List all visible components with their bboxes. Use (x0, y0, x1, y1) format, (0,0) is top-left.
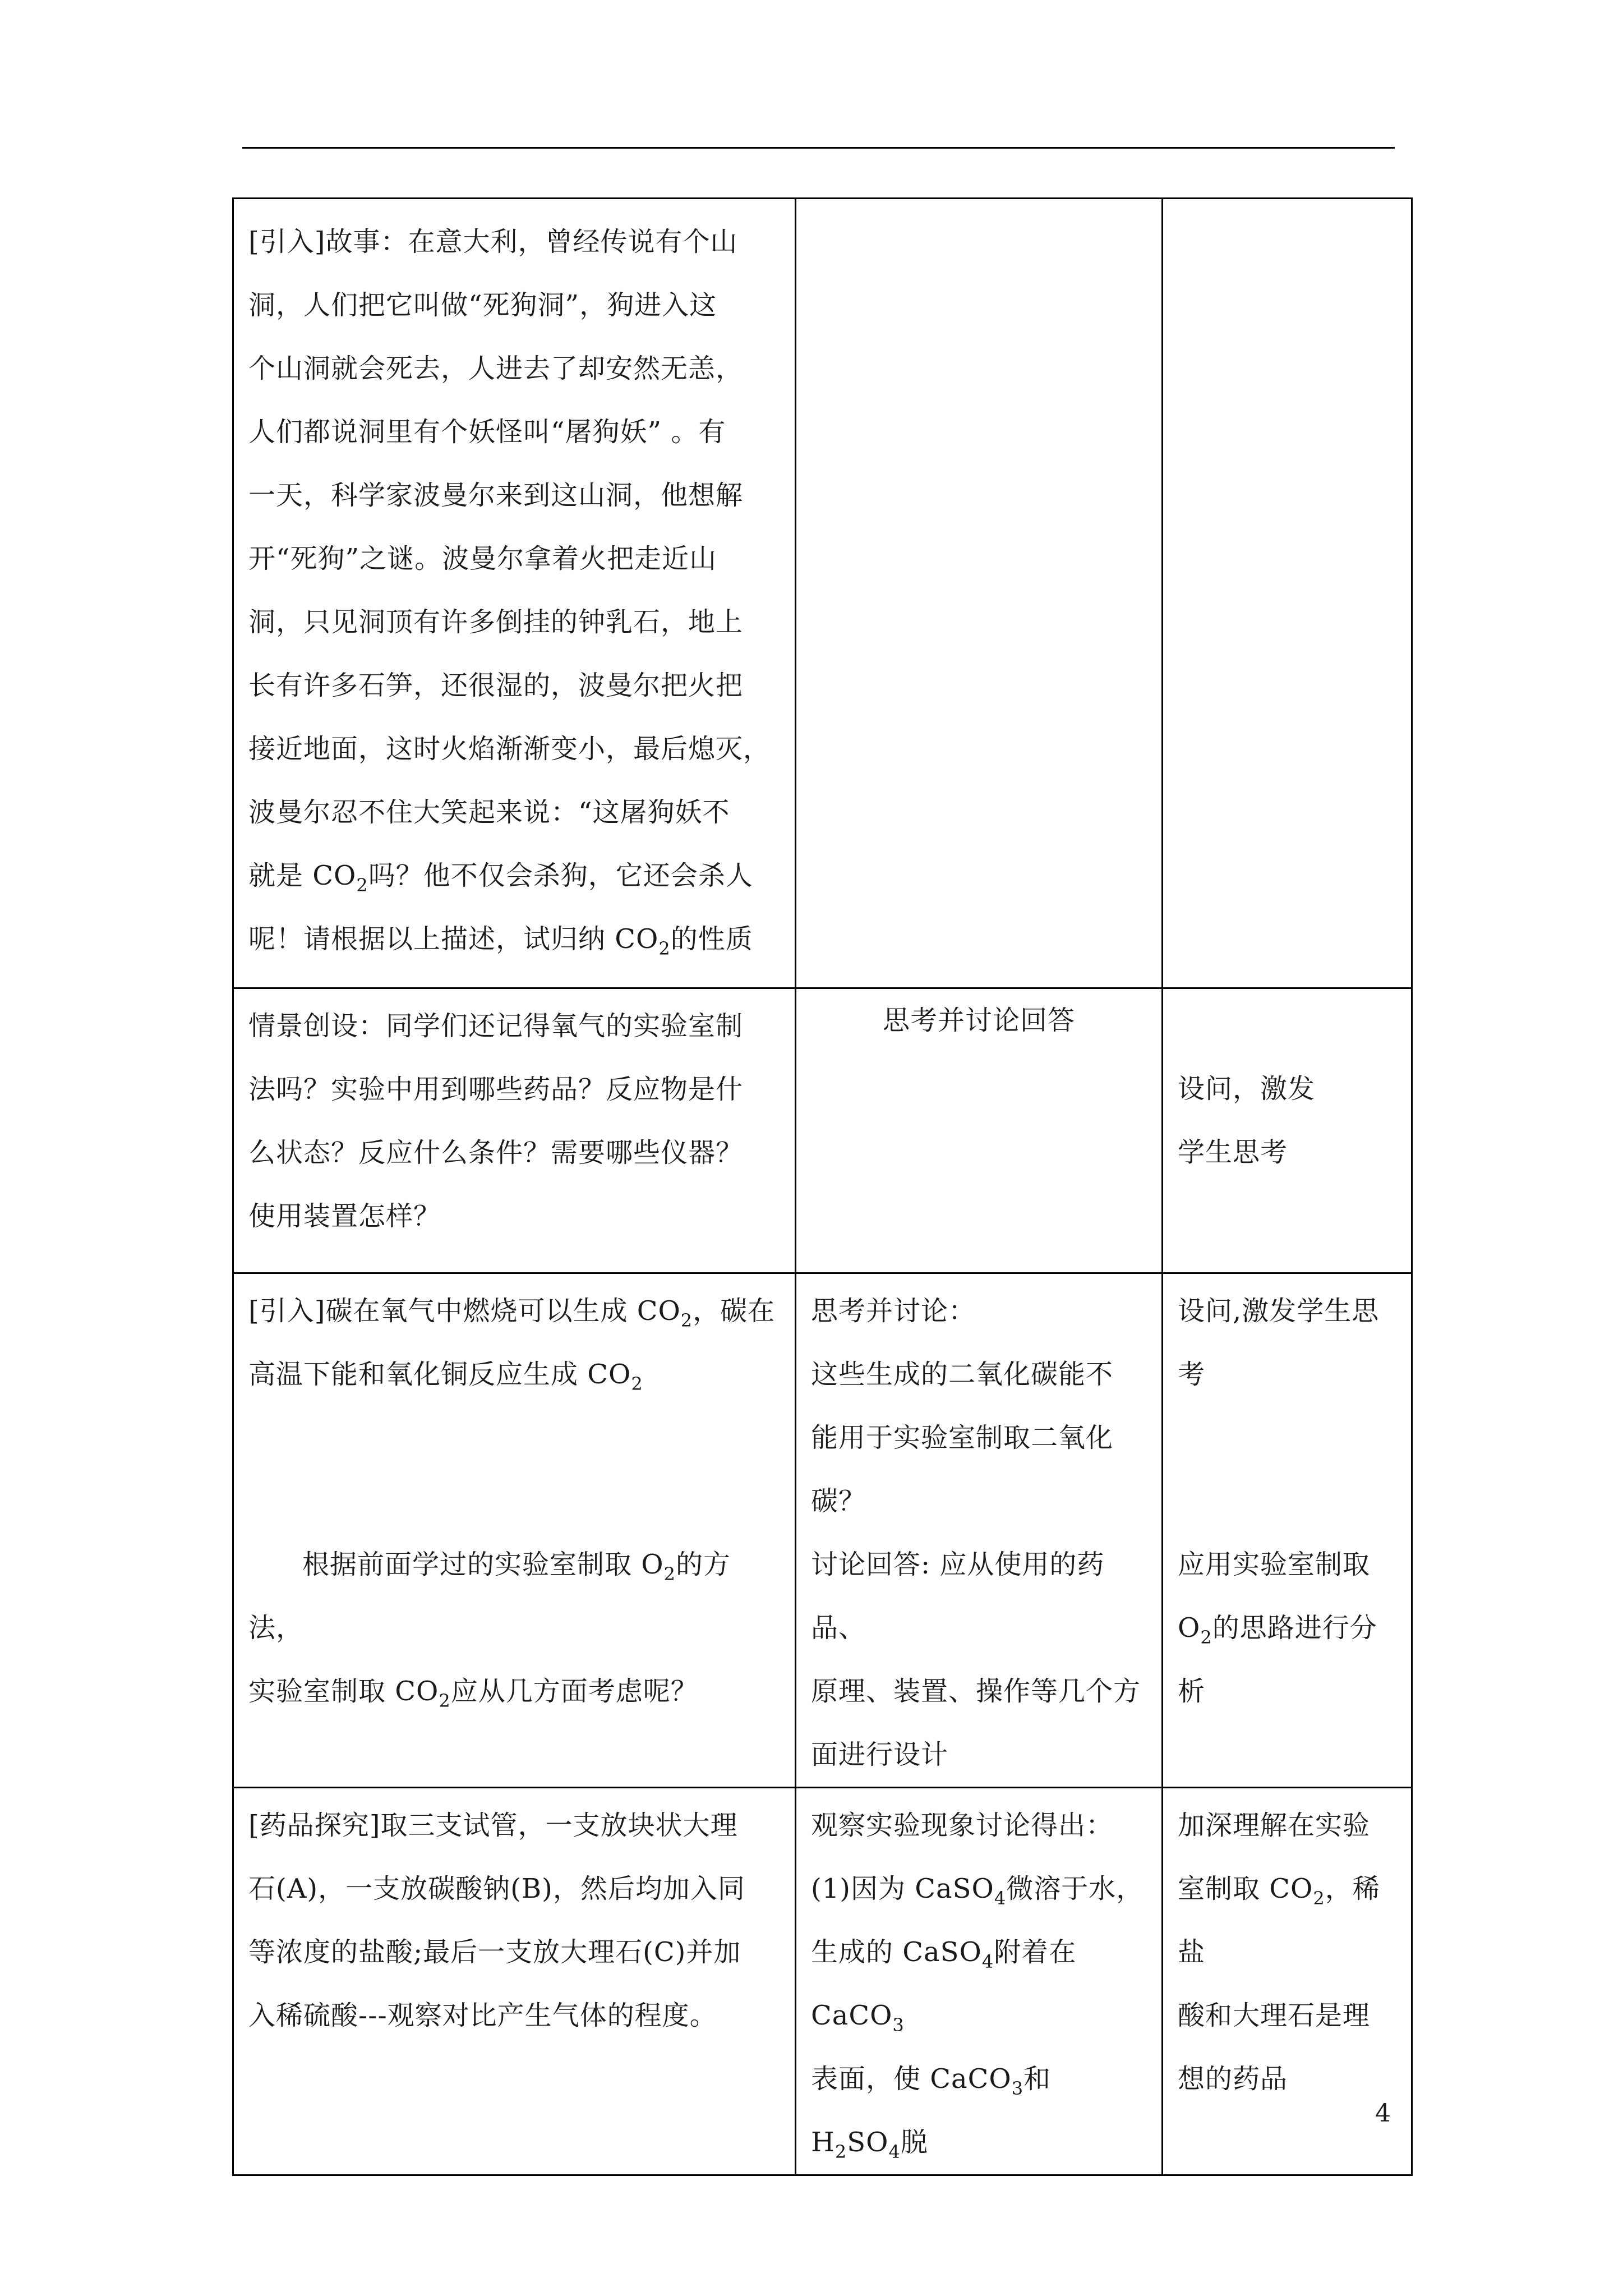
spacer (248, 1406, 780, 1533)
text-line: 情景创设：同学们还记得氧气的实验室制 (248, 1010, 744, 1042)
text-run: 生成的 CaSO (811, 1936, 982, 1968)
text-line: 想的药品 (1178, 2063, 1288, 2095)
subscript: 2 (631, 1373, 643, 1395)
text-line: 思考并讨论： (811, 1295, 976, 1327)
text-run: 就是 CO (248, 860, 357, 891)
text-line: 析 (1178, 1676, 1206, 1707)
text-line: 酸和大理石是理 (1178, 2000, 1371, 2031)
text-run: SO (847, 2127, 889, 2158)
text-line (248, 1280, 780, 1343)
table-row (233, 199, 1412, 988)
student-activity-cell (796, 199, 1163, 988)
story-line: 长有许多石笋，还很湿的，波曼尔把火把 (248, 670, 744, 701)
subscript: 3 (892, 2014, 905, 2036)
text-run: 根据前面学过的实验室制取 O (302, 1549, 664, 1580)
text-run: 微溶于水， (1006, 1873, 1144, 1904)
text-line: [药品探究]取三支试管，一支放块状大理 (248, 1810, 738, 1841)
text-line: 面进行设计 (811, 1739, 949, 1770)
text-run: 实验室制取 CO (248, 1676, 439, 1707)
story-line (248, 908, 780, 971)
text-run: 的方法， (248, 1549, 731, 1644)
text-run: 高温下能和氧化铜反应生成 CO (248, 1359, 631, 1390)
subscript: 2 (834, 2141, 847, 2162)
text-line: 这些生成的二氧化碳能不 (811, 1359, 1114, 1390)
text-line: 考 (1178, 1359, 1206, 1390)
text-line (811, 1921, 1147, 2047)
table-row (233, 1788, 1412, 2175)
text-run: 附着在 CaCO (811, 1936, 1077, 2031)
story-line: 人们都说洞里有个妖怪叫“屠狗妖” 。有 (248, 416, 726, 448)
text-line (248, 1343, 780, 1406)
text-run: 的性质 (670, 923, 753, 955)
subscript: 2 (680, 1310, 693, 1331)
text-run: ，碳在 (693, 1295, 776, 1327)
spacer (1178, 1406, 1396, 1533)
teacher-activity-cell (233, 988, 796, 1273)
table-row (233, 1273, 1412, 1788)
design-intent-cell (1163, 1273, 1412, 1788)
subscript: 4 (994, 1888, 1007, 1909)
story-line: 个山洞就会死去，人进去了却安然无恙， (248, 353, 744, 384)
text-line: 设问,激发学生思 (1178, 1295, 1380, 1327)
text-line: 讨论回答: 应从使用的药品、 (811, 1549, 1105, 1644)
subscript: 2 (1200, 1627, 1212, 1648)
text-line: 碳？ (811, 1485, 866, 1517)
text-line: 设问，激发 (1178, 1073, 1316, 1105)
student-activity-cell (796, 1273, 1163, 1788)
text-line: 观察实验现象讨论得出： (811, 1810, 1114, 1841)
header-rule (242, 147, 1395, 149)
text-line: 入稀硫酸---观察对比产生气体的程度。 (248, 2000, 717, 2031)
text-line: 能用于实验室制取二氧化 (811, 1422, 1114, 1453)
text-line (811, 1857, 1147, 1921)
text-run: 脱 (900, 2127, 928, 2158)
text-run: 应从几方面考虑呢？ (450, 1676, 698, 1707)
table-row (233, 988, 1412, 1273)
text-line: 应用实验室制取 (1178, 1549, 1371, 1580)
subscript: 4 (981, 1951, 994, 1972)
text-run: ，稀盐 (1178, 1873, 1380, 1968)
subscript: 3 (1011, 2078, 1024, 2099)
story-line: 开“死狗”之谜。波曼尔拿着火把走近山 (248, 543, 717, 574)
text-line: 石(A)，一支放碳酸钠(B)，然后均加入同 (248, 1873, 745, 1904)
text-line: 加深理解在实验 (1178, 1810, 1371, 1841)
text-run: 的思路进行分 (1212, 1612, 1377, 1644)
text-run: 表面，使 CaCO (811, 2063, 1012, 2095)
text-run: 和 H (811, 2063, 1052, 2158)
subscript: 2 (658, 938, 671, 959)
story-line: [引入]故事：在意大利，曾经传说有个山 (248, 226, 738, 257)
lesson-plan-table (232, 197, 1413, 2176)
student-activity-cell (796, 1788, 1163, 2175)
story-line: 洞，人们把它叫做“死狗洞”，狗进入这 (248, 289, 717, 321)
subscript: 2 (1313, 1888, 1325, 1909)
text-run: [引入]碳在氧气中燃烧可以生成 CO (248, 1295, 681, 1327)
design-intent-cell (1163, 988, 1412, 1273)
story-line: 接近地面，这时火焰渐渐变小，最后熄灭， (248, 733, 771, 765)
text-line: 原理、装置、操作等几个方 (811, 1676, 1141, 1707)
teacher-activity-cell (233, 199, 796, 988)
subscript: 4 (888, 2141, 901, 2162)
story-line: 洞，只见洞顶有许多倒挂的钟乳石，地上 (248, 606, 744, 638)
text-run: 室制取 CO (1178, 1873, 1313, 1904)
subscript: 2 (663, 1563, 676, 1585)
design-intent-cell (1163, 1788, 1412, 2175)
text-line (248, 1660, 780, 1723)
text-line: $O_2$的思路进行分 (1178, 1612, 1377, 1648)
subscript: 2 (356, 875, 368, 896)
text-line: 思考并讨论回答 (882, 1005, 1075, 1036)
text-run: 呢！请根据以上描述，试归纳 CO (248, 923, 659, 955)
story-line (248, 844, 780, 908)
text-line (811, 2047, 1147, 2174)
text-line: 等浓度的盐酸;最后一支放大理石(C)并加 (248, 1936, 741, 1968)
student-activity-cell (796, 988, 1163, 1273)
text-line (248, 1533, 780, 1660)
text-line: 使用装置怎样？ (248, 1200, 441, 1232)
teacher-activity-cell (233, 1273, 796, 1788)
teacher-activity-cell (233, 1788, 796, 2175)
text-line: 么状态？反应什么条件？需要哪些仪器？ (248, 1137, 744, 1168)
page-number: 4 (1375, 2099, 1391, 2128)
story-line: 波曼尔忍不住大笑起来说：“这屠狗妖不 (248, 797, 730, 828)
text-run: 吗？他不仅会杀狗，它还会杀人 (368, 860, 753, 891)
text-run: (1)因为 CaSO (811, 1873, 994, 1904)
story-line: 一天，科学家波曼尔来到这山洞，他想解 (248, 480, 744, 511)
text-line: 学生思考 (1178, 1137, 1288, 1168)
text-line (1178, 1857, 1396, 1984)
subscript: 2 (439, 1690, 451, 1711)
design-intent-cell (1163, 199, 1412, 988)
text-line: 法吗？实验中用到哪些药品？反应物是什 (248, 1074, 744, 1105)
